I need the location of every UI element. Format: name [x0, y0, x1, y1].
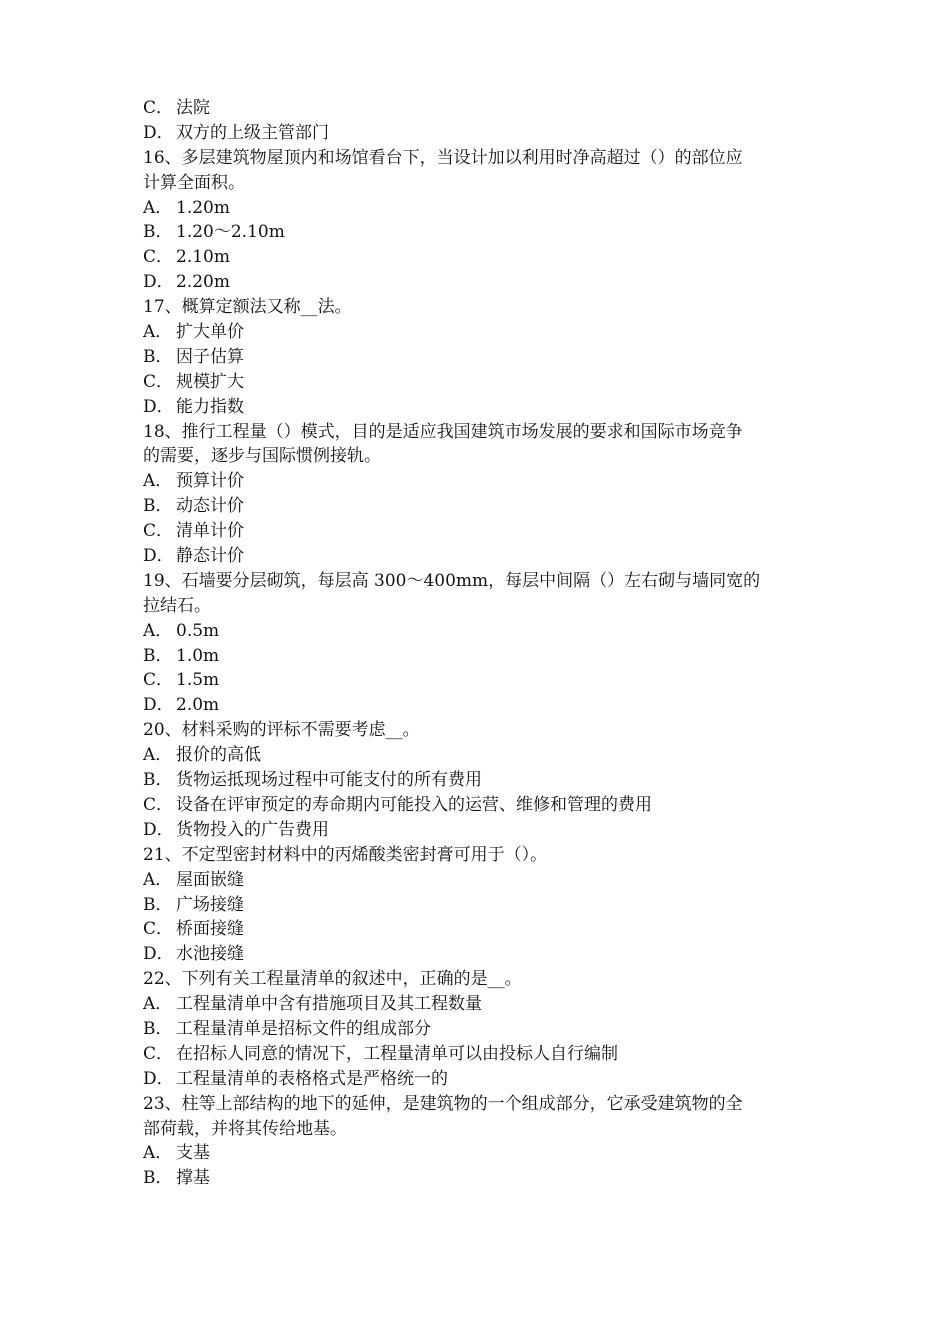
option-text: 屋面嵌缝 — [176, 869, 244, 890]
answer-option — [143, 494, 823, 519]
option-text: 工程量清单的表格格式是严格统一的 — [176, 1068, 448, 1089]
option-label: B． — [143, 1018, 173, 1039]
option-text: 撑基 — [176, 1168, 210, 1189]
answer-option — [143, 245, 823, 270]
answer-option — [143, 320, 823, 345]
option-label: C． — [143, 521, 174, 542]
option-label: B． — [143, 222, 173, 243]
option-label: C． — [143, 1043, 174, 1064]
option-text: 1.20～2.10m — [176, 222, 285, 243]
option-label: B． — [143, 770, 173, 791]
option-label: D． — [143, 695, 174, 716]
option-text: 报价的高低 — [176, 745, 261, 766]
option-label: B． — [143, 645, 173, 666]
answer-option — [143, 544, 823, 569]
option-label: D． — [143, 944, 174, 965]
answer-option — [143, 917, 823, 942]
option-text: 1.20m — [176, 197, 230, 218]
answer-option — [143, 992, 823, 1017]
option-label: B． — [143, 894, 173, 915]
option-label: A． — [143, 869, 173, 890]
answer-option — [143, 793, 823, 818]
option-text: 规模扩大 — [176, 371, 244, 392]
option-label: B． — [143, 1168, 173, 1189]
question-text: 拉结石。 — [143, 595, 211, 616]
answer-option — [143, 1017, 823, 1042]
answer-option — [143, 220, 823, 245]
option-label: D． — [143, 1068, 174, 1089]
option-label: C． — [143, 371, 174, 392]
option-text: 桥面接缝 — [176, 919, 244, 940]
answer-option — [143, 519, 823, 544]
question-text: 18、推行工程量（）模式，目的是适应我国建筑市场发展的要求和国际市场竞争 — [143, 421, 743, 442]
answer-option — [143, 644, 823, 669]
answer-option — [143, 1166, 823, 1191]
question-text: 17、概算定额法又称__法。 — [143, 297, 352, 318]
option-text: 1.0m — [176, 645, 220, 666]
option-text: 货物运抵现场过程中可能支付的所有费用 — [176, 770, 482, 791]
option-text: 清单计价 — [176, 521, 244, 542]
option-text: 因子估算 — [176, 346, 244, 367]
question-text: 19、石墙要分层砌筑，每层高 300～400mm，每层中间隔（）左右砌与墙同宽的 — [143, 570, 761, 591]
option-text: 水池接缝 — [176, 944, 244, 965]
question-text: 计算全面积。 — [143, 172, 245, 193]
option-label: D． — [143, 396, 174, 417]
answer-option — [143, 270, 823, 295]
option-label: D． — [143, 819, 174, 840]
answer-option — [143, 942, 823, 967]
answer-option — [143, 868, 823, 893]
option-text: 双方的上级主管部门 — [176, 122, 329, 143]
answer-option — [143, 469, 823, 494]
option-label: B． — [143, 346, 173, 367]
option-text: 广场接缝 — [176, 894, 244, 915]
option-text: 能力指数 — [176, 396, 244, 417]
option-text: 货物投入的广告费用 — [176, 819, 329, 840]
option-text: 0.5m — [176, 620, 220, 641]
option-label: A． — [143, 1143, 173, 1164]
option-label: C． — [143, 98, 174, 118]
answer-option — [143, 768, 823, 793]
question-text: 20、材料采购的评标不需要考虑__。 — [143, 720, 420, 741]
option-text: 设备在评审预定的寿命期内可能投入的运营、维修和管理的费用 — [176, 794, 652, 815]
option-label: A． — [143, 745, 173, 766]
option-label: D． — [143, 122, 174, 143]
question-text: 23、柱等上部结构的地下的延伸，是建筑物的一个组成部分，它承受建筑物的全 — [143, 1093, 743, 1114]
answer-option — [143, 818, 823, 843]
option-label: C． — [143, 247, 174, 268]
document-page — [143, 96, 823, 1191]
option-text: 法院 — [176, 98, 210, 118]
option-label: A． — [143, 197, 173, 218]
answer-option — [143, 893, 823, 918]
option-text: 2.10m — [176, 247, 230, 268]
question-text: 的需要，逐步与国际惯例接轨。 — [143, 446, 381, 467]
answer-option — [143, 693, 823, 718]
option-label: D． — [143, 272, 174, 293]
answer-option — [143, 395, 823, 420]
answer-option — [143, 743, 823, 768]
question-text: 21、不定型密封材料中的丙烯酸类密封膏可用于（）。 — [143, 844, 548, 865]
option-label: B． — [143, 496, 173, 517]
option-text: 2.20m — [176, 272, 230, 293]
answer-option — [143, 96, 823, 121]
question-text: 16、多层建筑物屋顶内和场馆看台下，当设计加以利用时净高超过（）的部位应 — [143, 147, 743, 168]
option-text: 静态计价 — [176, 546, 244, 567]
answer-option — [143, 370, 823, 395]
option-text: 预算计价 — [176, 471, 244, 492]
option-label: A． — [143, 322, 173, 343]
answer-option — [143, 196, 823, 221]
option-label: D． — [143, 546, 174, 567]
answer-option — [143, 121, 823, 146]
option-text: 工程量清单是招标文件的组成部分 — [176, 1018, 431, 1039]
option-label: A． — [143, 471, 173, 492]
option-text: 扩大单价 — [176, 322, 244, 343]
option-text: 1.5m — [176, 670, 220, 691]
option-label: C． — [143, 919, 174, 940]
answer-option — [143, 668, 823, 693]
option-label: A． — [143, 620, 173, 641]
option-label: C． — [143, 670, 174, 691]
option-text: 2.0m — [176, 695, 220, 716]
answer-option — [143, 1067, 823, 1092]
answer-option — [143, 619, 823, 644]
option-text: 工程量清单中含有措施项目及其工程数量 — [176, 994, 482, 1015]
question-text: 部荷载，并将其传给地基。 — [143, 1118, 347, 1139]
option-text: 在招标人同意的情况下，工程量清单可以由投标人自行编制 — [176, 1043, 618, 1064]
question-text: 22、下列有关工程量清单的叙述中，正确的是__。 — [143, 969, 522, 990]
option-text: 动态计价 — [176, 496, 244, 517]
answer-option — [143, 1141, 823, 1166]
option-text: 支基 — [176, 1143, 210, 1164]
option-label: A． — [143, 994, 173, 1015]
answer-option — [143, 345, 823, 370]
option-label: C． — [143, 794, 174, 815]
answer-option — [143, 1042, 823, 1067]
